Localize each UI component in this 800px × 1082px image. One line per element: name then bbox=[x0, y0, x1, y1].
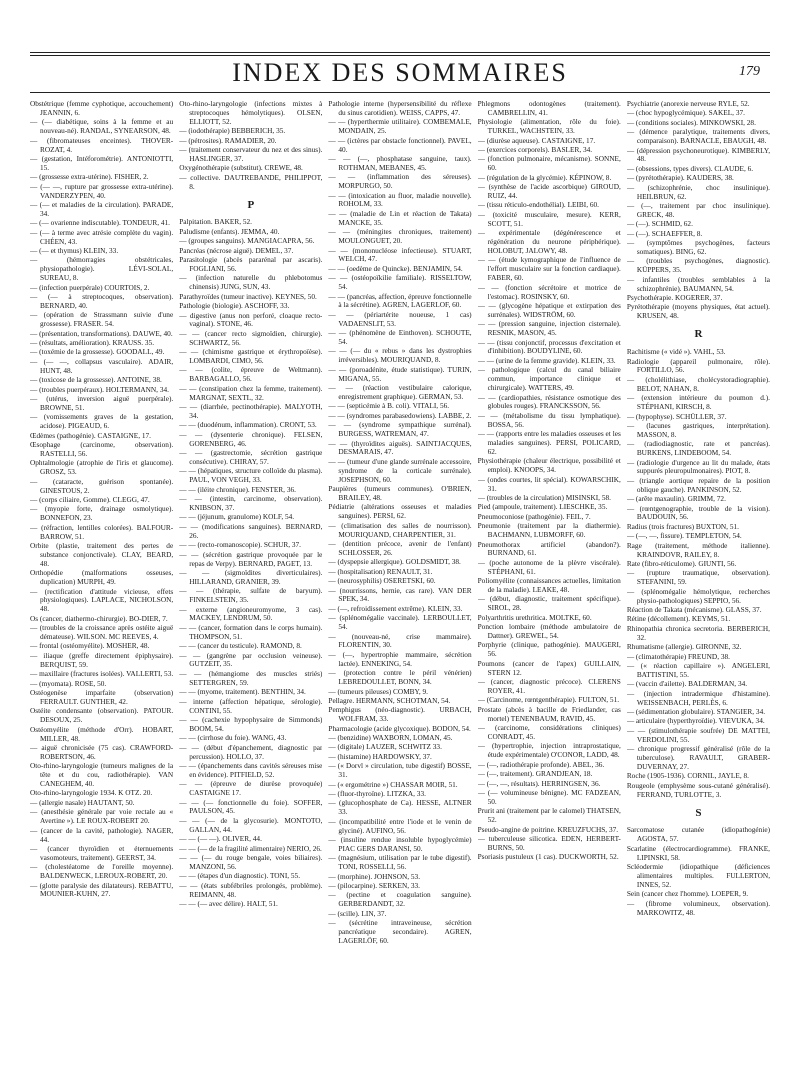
index-entry: Scarlatine (électrocardiogramme). FRANKE, LIPINSKI, 58. bbox=[626, 843, 771, 862]
index-entry: — — (cirrhose du foie). WANG, 43. bbox=[179, 733, 287, 743]
index-entry: Psoriasis pustuleux (1 cas). DUCKWORTH, 52. bbox=[477, 852, 619, 862]
index-entry: Physiologie (alimentation, rôle du foie). TURKEL, WACHSTEIN, 33. bbox=[477, 117, 621, 136]
index-entry: — (cancer de la cavité, pathologie). NAGER, 44. bbox=[30, 825, 174, 844]
index-entry: — — (intoxication au fluor, maladie nouvelle). ROHOLM, 33. bbox=[328, 190, 472, 209]
index-entry: — (incompatibilité entre l'iode et le venin de glyciné). AUFINO, 56. bbox=[328, 816, 472, 835]
index-entry: — (fibromateuses enceintes). THOVER-ROZAT, 4. bbox=[30, 135, 174, 154]
index-entry: — — (gangrène par occlusion veineuse). GUTZEIT, 35. bbox=[179, 650, 323, 669]
index-entry: — (troubles puerpéraux). HOLTERMANN, 34. bbox=[30, 384, 169, 394]
index-entry: — — (fonction sécrétoire et motrice de l'estomac). ROSINSKY, 60. bbox=[477, 282, 621, 301]
index-entry: — (rupture traumatique, observation). STEFANINI, 59. bbox=[626, 568, 771, 587]
index-entry: — — (hépatiques, structure colloïde du plasma). PAUL, VON VEGH, 33. bbox=[179, 466, 323, 485]
index-entry: — — (chimisme gastrique et érythropoïèse). LOMBARDI, CIMO, 56. bbox=[179, 347, 323, 366]
index-entry: — — (dysenterie chronique). FELSEN, GORENBERG, 46. bbox=[179, 429, 323, 448]
index-entry: — (infection puerpérale) COURTOIS, 2. bbox=[30, 282, 150, 292]
index-entry: — (glucophosphate de Ca). HESSE, ALTNER 33. bbox=[328, 798, 472, 817]
index-entry: — (infection naturelle du phlebotomus chinensis) JUNG, SUN, 43. bbox=[179, 273, 323, 292]
index-entry: — (radiodiagnostic, rate et pancréas). BURKENS, LINDEBOOM, 54. bbox=[626, 439, 771, 458]
index-entry: Pellagre. HERMANN, SCHOTMAN, 54. bbox=[328, 695, 451, 705]
index-entry: — — (pression sanguine, injection cisternale). RESNIK, MASON, 45. bbox=[477, 319, 621, 338]
index-entry: — (« ergométrine ») CHASSAR MOIR, 51. bbox=[328, 779, 458, 789]
index-entry: — — (septicémie à B. coli). VITALI, 56. bbox=[328, 401, 450, 411]
index-entry: — — (poroadénite, étude statistique). TURIN, MIGANA, 55. bbox=[328, 364, 472, 383]
index-entry: — (lacunes gastriques, interprétation). MASSON, 8. bbox=[626, 420, 771, 439]
index-entry: — (— à terme avec atrésie complète du vagin). CHÉEN, 43. bbox=[30, 227, 174, 246]
index-entry: — (—). SCHMID, 62. bbox=[626, 219, 693, 229]
index-entry: Réaction de Takata (mécanisme). GLASS, 37. bbox=[626, 605, 762, 615]
index-entry: — — (constipation chez la femme, traitement). MARGNAT, SEXTL, 32. bbox=[179, 383, 323, 402]
index-entry: Scléodermie (idiopathique (déficiences alimentaires multiples. FULLERTON, INNES, 52. bbox=[626, 862, 771, 889]
index-column-4 bbox=[478, 100, 621, 1070]
index-entry: — interne (affection hépatique, sérologie). CONTINI, 55. bbox=[179, 696, 323, 715]
index-entry: Œsophage (carcinome, observation). RASTELLI, 56. bbox=[30, 440, 174, 458]
index-entry: — (—, traitement). GRANDJEAN, 18. bbox=[477, 769, 593, 779]
index-entry: — digestive (anus non perforé, cloaque recto-vaginal). STONE, 46. bbox=[179, 310, 323, 329]
index-entry: — — (— du « rebus » dans les dystrophies irréversibles). MOURIQUAND, 8. bbox=[328, 346, 472, 365]
index-entry: — (synthèse de l'acide ascorbique) GIROUD, RUIZ, 44. bbox=[477, 182, 621, 201]
index-entry: — externe (angioneuromyome, 3 cas). MACKEY, LENDRUM, 50. bbox=[179, 604, 323, 623]
index-entry: — — (pancréas, affection, épreuve fonctionnelle à la sécrétine). AGREN, LAGERLOF, 60. bbox=[328, 291, 472, 310]
index-entry: — (dépression psychoneurotique). KIMBERLY, 48. bbox=[626, 145, 771, 164]
index-entry: — (— volumineuse bénigne). MC FADZEAN, 50. bbox=[477, 787, 621, 806]
index-entry: — (protection contre le péril vénérien) LEBREDOULLET, BONN, 34. bbox=[328, 668, 472, 687]
index-entry: Pédiatrie (altérations osseuses et maladies sanguines). PERSI, 62. bbox=[328, 502, 472, 521]
index-entry: — (— et thymus) KLEIN, 33. bbox=[30, 246, 119, 255]
index-entry: — (diurèse aqueuse). CASTAIGNE, 17. bbox=[477, 135, 596, 145]
index-entry: — (vomissements graves de la gestation, acidose). PIGEAUD, 6. bbox=[30, 412, 174, 431]
index-entry: — — (mononucléose infectieuse). STUART, WELCH, 47. bbox=[328, 245, 472, 264]
index-entry: — — (syndrome sympathique surrénal). BURGESS, WATREMAN, 47. bbox=[328, 420, 472, 439]
index-entry: — (nouveau-né, crise mammaire). FLORENTIN, 30. bbox=[328, 631, 472, 650]
index-entry: — (iodothérapie) BEBBERICH, 35. bbox=[179, 126, 286, 136]
index-entry: Ponction lombaire (méthode ambulatoire de Dattner). GREWEL, 54. bbox=[477, 622, 621, 641]
index-entry: — (hypertrophie, injection intraprostatique, étude expérimentale) O'CONOR, LADD, 48. bbox=[477, 741, 621, 760]
index-entry: Pharmacologie (acide glycoxique). BODON, 54. bbox=[328, 723, 471, 733]
index-entry: — (—, hypertrophie mammaire, sécrétion lactée). ENNEKING, 54. bbox=[328, 649, 472, 668]
index-entry: — (— ovarienne indiscutable). TONDEUR, 41. bbox=[30, 218, 170, 228]
index-entry: — (réfraction, lentilles colorées). BALFOUR-BARROW, 51. bbox=[30, 522, 174, 541]
index-entry: — (corps ciliaire, Gomme). CLEGG, 47. bbox=[30, 494, 150, 504]
index-entry: Paupières (tumeurs communes). O'BRIEN, BRAILEY, 48. bbox=[328, 484, 472, 502]
index-entry: Porphyrie (clinique, pathogénie). MAUGERI, 56. bbox=[477, 640, 621, 659]
index-entry: Rétine (décollement). KEYMS, 51. bbox=[626, 614, 731, 624]
index-entry: — frontal (ostéomyélite). MOSHER, 48. bbox=[30, 641, 150, 651]
index-entry: — (magnésium, utilisation par le tube digestif). TONI, ROSSELLI, 56. bbox=[328, 853, 472, 872]
index-entry: — (traitement conservateur du nez et des sinus). HASLINGER, 37. bbox=[179, 145, 323, 163]
index-entry: Rhumatisme (allergie). GIRONNE, 32. bbox=[626, 642, 742, 652]
index-entry: Poumons (cancer de l'apex) GUILLAIN, STERN 12. bbox=[477, 658, 621, 677]
index-entry: Ostéomyélite (méthode d'Orr). HOBART, MILLER, 48. bbox=[30, 724, 174, 743]
index-entry: Ophtalmologie (atrophie de l'iris et glaucome). GROSZ, 53. bbox=[30, 458, 174, 477]
index-entry: — — (stimulothérapie soufrée) DE MATTEI, VERDOLINI, 55. bbox=[626, 725, 771, 744]
index-entry: — (pyrétothérapie). KAUDERS, 38. bbox=[626, 173, 734, 183]
index-entry: — — (thérapie, sulfate de baryum). FINKELSTEIN, 35. bbox=[179, 586, 323, 605]
index-entry: — (grossesse extra-utérine). FISHER, 2. bbox=[30, 172, 149, 182]
index-entry: Orbite (plastie, traitement des pertes de substance conjonctivale). CLAY, BEARD, 48. bbox=[30, 541, 174, 568]
index-entry: Pancréas (nécrose aiguë). DEMEL, 37. bbox=[179, 245, 294, 255]
index-entry: Sein (cancer chez l'homme). LOEPER, 9. bbox=[626, 889, 749, 899]
index-entry: — — (réaction vestibulaire calorique, enregistrement graphique). GERMAN, 53. bbox=[328, 383, 472, 401]
index-entry: Pneumoconiose (pathogénie). FEIL, 7. bbox=[477, 511, 591, 521]
index-entry: — — (cardiopathies, résistance osmotique des globules rouges). FRANCKSSON, 56. bbox=[477, 392, 621, 411]
index-entry: — (allergie nasale) HAUTANT, 50. bbox=[30, 797, 135, 807]
index-entry: — (morphine). JOHNSON, 53. bbox=[328, 871, 421, 881]
index-entry: — chronique progressif généralisé (rôle de la tuberculose). RAVAULT, GRABER-DUVERNAY, 27. bbox=[626, 744, 771, 771]
index-entry: Pied (ampoule, traitement). LIESCHKE, 35. bbox=[477, 502, 608, 512]
index-entry: Œdèmes (pathogénie). CASTAIGNE, 17. bbox=[30, 430, 152, 440]
index-entry: — (—, radiothérapie profonde). ABEL, 36. bbox=[477, 759, 605, 769]
index-entry: Parasitologie (abcès pararénal par ascaris). FOGLIANI, 56. bbox=[179, 255, 323, 273]
index-entry: — (nourrissons, hernie, cas rare). VAN DER SPEK, 34. bbox=[328, 585, 472, 604]
index-column-2 bbox=[179, 100, 322, 1070]
index-entry: — (vaccin d'ailette). BALDERMAN, 34. bbox=[626, 679, 748, 689]
index-entry: — (pectine et coagulation sanguine). GERBERDANDT, 32. bbox=[328, 890, 472, 909]
index-entry: — (pilocarpine). SERKEN, 33. bbox=[328, 881, 421, 891]
index-entry: Radius (trois fractures) BUXTON, 51. bbox=[626, 521, 739, 531]
index-entry: Rate (fibro-réticulome). GIUNTI, 56. bbox=[626, 559, 737, 568]
index-entry: — (myopie forte, drainage osmolytique). BONNEFON, 23. bbox=[30, 504, 174, 523]
index-entry: Pyrétothérapie (moyens physiques, état actuel). KRUSEN, 48. bbox=[626, 302, 771, 321]
index-entry: Oto-rhino-laryngologie (tumeurs malignes de la tête et du cou, radiothérapie). VAN CANEGHEM, 40. bbox=[30, 761, 174, 789]
index-entry: Rage (traitement, méthode italienne). KRAINDOVR, RAILEY, 8. bbox=[626, 540, 771, 559]
index-entry: — (scille). LIN, 37. bbox=[328, 908, 387, 918]
index-entry: Oto-rhino-laryngologie 1934. K OTZ. 20. bbox=[30, 788, 153, 798]
index-entry: — (arête maxaulin). GRIMM, 72. bbox=[626, 494, 726, 504]
index-entry: Orthopédie (malformations osseuses, duplication) MURPH, 49. bbox=[30, 568, 174, 587]
index-entry: — (—, refroidissement extrême). KLEIN, 33. bbox=[328, 603, 463, 613]
index-entry: — — (jéjunum, granulome) KOLF, 54. bbox=[179, 512, 295, 522]
index-entry: Pneumonie (traitement par la diathermie). BACHMANN, LUBMORFF, 60. bbox=[477, 521, 621, 540]
index-entry: — (troubles psychogènes, diagnostic). KÜPPERS, 35. bbox=[626, 256, 771, 275]
index-entry: — — (recto-romanoscopie). SCHUR, 37. bbox=[179, 540, 301, 550]
index-entry: — (obsessions, types divers). CLAUDE, 6. bbox=[626, 163, 754, 173]
header-rule-top-double bbox=[30, 55, 770, 56]
index-entry: — — (périartérite noueuse, 1 cas) VADAENSLIT, 53. bbox=[328, 309, 472, 328]
index-entry: — (présentation, transformations). DAUWE, 40. bbox=[30, 328, 173, 338]
index-entry: — (injection intradermique d'histamine). WEISSENBACH, PERLÈS, 6. bbox=[626, 688, 771, 707]
index-entry: — (Carcinome, rœntgenthérapie). FULTON, 51. bbox=[477, 695, 620, 705]
index-entry: — — (duodénum, inflammation). CRONT, 53. bbox=[179, 420, 317, 430]
index-entry: — — (cancer du testicule). RAMOND, 8. bbox=[179, 641, 302, 651]
index-entry: — (« réaction capillaire »). ANGELERI, BATTISTINI, 55. bbox=[626, 660, 771, 679]
index-entry: — (climatisation des salles de nourrisson). MOURIQUAND, CHARPENTIER, 31. bbox=[328, 520, 472, 539]
index-entry: — — (sigmoïdites diverticulaires). HILLARAND, GRANIER, 39. bbox=[179, 567, 323, 586]
index-entry: — — (— du rouge bengale, voies biliaires). MANZONI, 56. bbox=[179, 853, 323, 871]
index-entry: Oto-rhino-laryngologie (infections mixtes à streptocoques hémolytiques). OLSEN, ELLIOTT, 52. bbox=[179, 100, 323, 126]
index-entry: — (toxicité musculaire, mesure). KERR, SCOTT, 51. bbox=[477, 209, 621, 228]
index-entry: — (troubles de la croissance après ostéite aiguë démateuse). WILSON. MC REEVES, 4. bbox=[30, 623, 174, 642]
index-entry: — (triangle aortique repaire de la position oblique gauche). PANKINSON, 52. bbox=[626, 475, 771, 494]
page-title: INDEX DES SOMMAIRES bbox=[232, 58, 568, 87]
index-entry: Pseudo-angine de poitrine. KREUZFUCHS, 37. bbox=[477, 824, 619, 834]
index-entry: — — (— avec délire). HALT, 51. bbox=[179, 899, 278, 909]
index-entry: — pathologique (calcul du canal biliaire commun, importance clinique et chirurgicale). WATTERS, 49. bbox=[477, 365, 621, 393]
index-entry: — collective. DAUTREBANDE, PHILIPPOT, 8. bbox=[179, 172, 323, 191]
section-letter: P bbox=[247, 198, 255, 211]
index-entry: — — (états subfébriles prolongés, problème). REIMANN, 48. bbox=[179, 880, 323, 899]
index-entry: — — (étude kymographique de l'influence de l'effort musculaire sur la fonction cardiaque). FABER, 60. bbox=[477, 255, 621, 283]
index-entry: — (sédimentation globulaire). STANGIER, 34. bbox=[626, 707, 766, 716]
index-entry: — (insuline rendue insoluble hypoglycémie) PIAC GERS DARANSI, 50. bbox=[328, 835, 472, 853]
index-entry: — (climatothérapie) FREUND, 38. bbox=[626, 651, 730, 661]
index-entry: — — (épanchements dans cavités séreuses mise en évidence). PITFIELD, 52. bbox=[179, 760, 323, 779]
index-entry: — (conditions sociales). MINKOWSKI, 28. bbox=[626, 117, 756, 127]
index-entry: — (histamine) HARDOWSKY, 37. bbox=[328, 751, 432, 761]
index-entry: — (splénomégalie vaccinale). LERBOULLET, 54. bbox=[328, 613, 472, 632]
index-entry: — aiguë chronicisée (75 cas). CRAWFORD-ROBERTSON, 46. bbox=[30, 742, 174, 761]
index-entry: — — (cancer recto sigmoïdien, chirurgie). SCHWARTZ, 56. bbox=[179, 328, 323, 347]
index-entry: — — (oedème de Quincke). BENJAMIN, 54. bbox=[328, 263, 463, 273]
index-entry: — (début, diagnostic, traitement spécifique). SIROL, 28. bbox=[477, 594, 621, 613]
index-entry: — (neurosyphilis) OSERETSKI, 60. bbox=[328, 576, 436, 586]
index-entry: Rhinopathia chronica secretoria. BERBERICH, 32. bbox=[626, 623, 771, 642]
index-entry: — iliaque (greffe directement épiphysaire). BERQUIST, 59. bbox=[30, 650, 174, 669]
index-entry: — articulaire (hyperthyroïdie). VIEVUKA, 34. bbox=[626, 716, 765, 726]
index-entry: — (cancer, diagnostic précoce). CLERENS ROYER, 41. bbox=[477, 677, 621, 695]
index-entry: — — (— fonctionnelle du foie). SOFFER, PAULSON, 45. bbox=[179, 797, 323, 816]
index-entry: Sarcomatose cutanée (idiopathogénie) AGOSTA, 57. bbox=[626, 825, 771, 844]
index-column-3 bbox=[328, 100, 471, 1070]
header-rule-bottom bbox=[30, 92, 770, 93]
index-entry: — (pétrosites). RAMADIER, 20. bbox=[179, 135, 277, 145]
index-entry: — (hémorragies obstétricales, physiopathologie). LÉVI-SOLAL, SUREAU, 8. bbox=[30, 255, 174, 283]
index-entry: — (sécrétine intraveineuse, sécrétion pancréatique secondaire). AGREN, LAGERLÖF, 60. bbox=[328, 918, 472, 945]
index-entry: — (résultats, amélioration). KRAUSS. 35. bbox=[30, 338, 155, 348]
index-entry: — (cholestéatome de l'oreille moyenne). BALDENWECK, LEROUX-ROBERT, 20. bbox=[30, 862, 174, 881]
index-entry: — (digitale) LAUZER, SCHWITZ 33. bbox=[328, 742, 442, 752]
index-entry: Roche (1905-1936). CORNIL, JAYLE, 8. bbox=[626, 771, 749, 781]
index-entry: — (hospitalisation) RENAULT, 31. bbox=[328, 566, 433, 576]
index-entry: — (gestation, Intéforométrie). ANTONIOTTI, 15. bbox=[30, 153, 174, 172]
index-entry: Os (cancer, diathermo-chirurgie). BO-DIER, 7. bbox=[30, 613, 168, 623]
index-entry: — (« Dorvl » circulation, tube digestif) BOSSE, 31. bbox=[328, 761, 472, 780]
index-entry: Paludisme (enfants). JEMMA, 40. bbox=[179, 226, 280, 236]
index-entry: — — (phénomène de Einthoven). SCHOUTE, 54. bbox=[328, 328, 472, 347]
index-entry: Phlegmons odontogènes (traitement). CAMBRELLIN, 41. bbox=[477, 100, 621, 117]
index-entry: Physiothérapie (chaleur électrique, possibilité et emploi). KNOOPS, 34. bbox=[477, 456, 621, 475]
index-entry: Ostéogenèse imparfaite (observation) FERRAULT. GUNTHER, 42. bbox=[30, 688, 174, 706]
index-entry: — — (rapports entre les maladies osseuses et les maladies sanguines). PERSI, POLICARD, 62. bbox=[477, 429, 621, 456]
index-entry: Psychothérapie. KOGERER, 37. bbox=[626, 293, 723, 303]
index-entry: — — (sécrétion gastrique provoquée par le repas de Verpy). BERNARD, PAGET, 13. bbox=[179, 549, 323, 568]
index-entry: — — (iléite chronique). FENSTER, 36. bbox=[179, 484, 296, 494]
index-entry: — (utérus, inversion aiguë puerpérale). BROWNE, 51. bbox=[30, 394, 174, 412]
header-rule-top bbox=[30, 52, 770, 53]
index-entry: — maxillaire (fractures isolées). VALLERTI, 53. bbox=[30, 669, 174, 679]
page-number: 179 bbox=[739, 64, 760, 79]
index-entry: — — (tissu conjonctif, processus d'excitation et d'inhibition). BOUDYLINE, 60. bbox=[477, 337, 621, 356]
index-entry: Rougeole (emphysème sous-cutané généralisé). FERRAND, TURLOTTE, 3. bbox=[626, 780, 771, 799]
index-entry: — (poche autonome de la plèvre viscérale). STÉPHANI, 61. bbox=[477, 557, 621, 576]
index-entry: — (opération de Strassmann suivie d'une grossesse). FRASER. 54. bbox=[30, 310, 174, 329]
index-column-1 bbox=[30, 100, 173, 1070]
index-entry: — (benzidine) WAXBORN, LOMAN, 45. bbox=[328, 733, 453, 743]
index-entry: — — (tumeur d'une glande surrénale accessoire, syndrome de la corticale surrénale). JOSEPHSON, 60. bbox=[328, 456, 472, 484]
index-entry: — (— et maladies de la circulation). PARADE, 34. bbox=[30, 199, 174, 218]
index-entry: — — (— de la fragilité alimentaire) NERIO, 26. bbox=[179, 843, 322, 853]
index-entry: — (fonction pulmonaire, mécanisme). SONNE, 60. bbox=[477, 154, 621, 173]
index-entry: Ostéite condensante (observation). PATOUR. DESOUX, 25. bbox=[30, 706, 174, 725]
index-entry: — — (ostéopoïkilie familiale). RISSELTOW, 54. bbox=[328, 273, 472, 292]
index-entry: — — (myome, traitement). BENTHIN, 34. bbox=[179, 687, 306, 697]
index-entry: — — (gastrectomie, sécrétion gastrique consécutive). CHIRAY, 57. bbox=[179, 448, 323, 467]
index-entry: — (anesthésie générale par voie rectale au « Avertine »). LE ROUX-ROBERT 20. bbox=[30, 807, 174, 826]
index-entry: — (ondes courtes, lit spécial). KOWARSCHIK, 31. bbox=[477, 474, 621, 493]
index-entry: — (cholélithiase, cholécystoradiographie). BELOT, NAHAN, 8. bbox=[626, 374, 771, 393]
index-entry: — (tissu réticulo-endothélial). LEIBI, 60. bbox=[477, 200, 599, 210]
index-entry: — (dentition précoce, avenir de l'enfant) SCHLOSSER, 26. bbox=[328, 539, 472, 557]
index-entry: — (toxémie de la grossesse). GOODALL, 49. bbox=[30, 347, 165, 357]
index-entry: — (—, —, résultats). HERRINGSEN, 36. bbox=[477, 778, 601, 788]
index-entry: — (rœntgenographie, trouble de la vision). BAUDOUIN, 56. bbox=[626, 503, 771, 522]
index-entry: Pneumothorax artificiel (abandon?). BURNAND, 61. bbox=[477, 539, 621, 558]
index-entry: — tuberculeuse silicotica. EDEN, HERBERT-BURNS, 50. bbox=[477, 834, 621, 852]
index-entry: — — (— —). OLIVER, 44. bbox=[179, 834, 262, 844]
index-entry: Prurit ani (traitement par le calomel) THATSEN, 52. bbox=[477, 806, 621, 825]
index-entry: — (schizophrénie, choc insulinique). HEILBRUN, 62. bbox=[626, 182, 771, 201]
index-entry: — (dyspepsie allergique). GOLDSMIDT, 38. bbox=[328, 557, 461, 567]
index-entry: — (splénomégalie hémolytique, recherches physio-pathologiques) SEPPIO, 56. bbox=[626, 586, 771, 605]
index-entry: — — (hémangiome des muscles striés) SETTERGREN, 59. bbox=[179, 668, 323, 687]
index-entry: — (régulation de la glycémie). KÉPINOW, 8. bbox=[477, 172, 612, 182]
index-entry: — — (cachexie hypophysaire de Simmonds) BOOM, 54. bbox=[179, 714, 323, 733]
index-entry: — (— —, rupture par grossesse extra-utérine). VANDERZYPEN, 40. bbox=[30, 181, 174, 200]
index-entry: — — (étapes d'un diagnostic). TONI, 55. bbox=[179, 871, 301, 881]
index-entry: — — (syndromes parabasedowiens). LABBE, 2. bbox=[328, 410, 472, 420]
index-entry: — (cataracte, guérison spontanée). GINESTOUS, 2. bbox=[30, 476, 174, 495]
index-entry: Poliomyélite (connaissances actuelles, limitation de la maladie). LEAKE, 48. bbox=[477, 576, 621, 595]
index-columns bbox=[30, 100, 770, 1070]
index-entry: — — (métabolisme du tissu lymphatique). BOSSA, 56. bbox=[477, 410, 621, 429]
index-entry: — (cancer thyroïdien et éternuements vasomoteurs, traitement). GEERST, 34. bbox=[30, 843, 174, 862]
index-entry: — — (urine de la femme gravide). KLEIN, 33. bbox=[477, 355, 616, 365]
index-entry: Psychiatrie (anorexie nerveuse RYLE, 52. bbox=[626, 100, 750, 108]
index-entry: — (fibrome volumineux, observation). MARKOWITZ, 48. bbox=[626, 898, 771, 917]
index-entry: Prostate (abcès à bacille de Friedlander, cas mortel) TENENBAUM, RAVID, 45. bbox=[477, 704, 621, 723]
index-entry: — — (—, phosphatase sanguine, taux). ROTHMAN, MEBANES, 45. bbox=[328, 153, 472, 172]
index-entry: — (toxicose de la grossesse). ANTOINE, 38. bbox=[30, 375, 162, 385]
index-entry: — (— à streptocoques, observation). BERNARD, 40. bbox=[30, 292, 174, 310]
index-entry: Palpitation. BAKER, 52. bbox=[179, 217, 252, 227]
index-entry: — (exercices corporels). BASLER, 34. bbox=[477, 145, 593, 155]
index-entry: — (glotte paralysie des dilatateurs). REBATTU, MOUNIER-KUHN, 27. bbox=[30, 880, 174, 899]
index-entry: — (troubles de la circulation) MISINSKI, 58. bbox=[477, 492, 611, 502]
index-entry: — — (maladie de Lin et réaction de Takata) MANCKE, 35. bbox=[328, 208, 472, 227]
index-entry: — — (glycogène hépatique et extirpation des surrénales). WIDSTRÖM, 60. bbox=[477, 300, 621, 319]
index-entry: — — (hyperthermie utilitaire). COMBEMALE, MONDAIN, 25. bbox=[328, 117, 472, 136]
index-entry: Parathyroïdes (tumeur inactive). KEYNES, 50. bbox=[179, 291, 317, 301]
index-entry: — (rectification d'attitude vicieuse, effets physiologiques). LAPLACE, NICHOLSON, 48. bbox=[30, 586, 174, 614]
index-entry: — — (modifications sanguines). BERNARD, 26. bbox=[179, 521, 323, 540]
index-entry: — (—, traitement par choc insulinique). GRECK, 48. bbox=[626, 200, 771, 219]
index-entry: Polyarthritis urethritica. MOLTKE, 60. bbox=[477, 612, 592, 622]
index-entry: Pathologie interne (hypersensibilité du réflexe du sinus carotidien). WEISS, CAPPS, 47. bbox=[328, 100, 472, 117]
index-entry: — (— diabétique, soins à la femme et au nouveau-né). RANDAL, SYNEARSON, 48. bbox=[30, 117, 174, 136]
index-entry: — (groupes sanguins). MANGIACAPRA, 56. bbox=[179, 236, 315, 246]
index-entry: — — (épreuve de diurèse provoquée) CASTAIGNE 17. bbox=[179, 779, 323, 798]
index-entry: Pemphigus (néo-diagnostic). URBACH, WOLFRAM, 33. bbox=[328, 705, 472, 724]
index-entry: — (—). SCHAEFFER, 8. bbox=[626, 228, 703, 238]
index-entry: — expérimentale (dégénérescence et régénération du neurone périphérique). HOLOBUT, JALOWY, 48. bbox=[477, 228, 621, 255]
index-entry: — — (diarrhée, pectinothérapie). MALYOTH, 34. bbox=[179, 402, 323, 420]
index-entry: — — (— de la glycosurie). MONTOTO, GALLAN, 44. bbox=[179, 815, 323, 834]
index-entry: — (hypophyse). SCHÜLLER, 37. bbox=[626, 411, 727, 421]
index-entry: — (fluor-thyroïne). LITZKA, 33. bbox=[328, 788, 426, 798]
index-entry: — — (méningites chroniques, traitement) MOULONGUET, 20. bbox=[328, 227, 472, 246]
index-entry: — (radiologie d'urgence au lit du malade, états suppurés pleuropulmonaires). PIOT, 8. bbox=[626, 457, 771, 476]
index-column-5 bbox=[627, 100, 770, 1070]
index-entry: — (démence paralytique, traitements divers, comparaison). BARNACLE, EBAUGH, 48. bbox=[626, 127, 771, 146]
index-entry: — — (cancer, formation dans le corps humain). THOMPSON, 51. bbox=[179, 622, 323, 641]
index-entry: — (myomata). ROSE, 50. bbox=[30, 678, 107, 688]
index-entry: Radiologie (appareil pulmonaire, rôle). FORTILLO, 56. bbox=[626, 356, 771, 375]
index-entry: Rachitisme (« vidé »). VAHL, 53. bbox=[626, 347, 726, 357]
index-entry: — (extension intérieure du poumon d.). STÉPHANI, KIRSCH, 8. bbox=[626, 393, 771, 412]
index-entry: — (—, —, fissure). TEMPLETON, 54. bbox=[626, 531, 742, 541]
index-entry: Obstétrique (femme cyphotique, accouchement) JEANNIN, 6. bbox=[30, 100, 174, 117]
index-entry: — — (début d'épanchement, diagnostic par percussion). HOLLO, 37. bbox=[179, 742, 323, 761]
index-entry: — (symptômes psychogènes, facteurs somatiques). BING, 62. bbox=[626, 238, 771, 256]
index-entry: — (tumeurs pileuses) COMBY, 9. bbox=[328, 686, 428, 696]
index-entry: — — (colite, épreuve de Weltmann). BARBAGALLO, 56. bbox=[179, 365, 323, 384]
index-entry: — — (intestin, carcinome, observation). KNIBSON, 37. bbox=[179, 494, 323, 513]
section-letter: S bbox=[695, 806, 702, 819]
index-entry: Oxygénothérapie (substitut). CREWE, 48. bbox=[179, 163, 303, 173]
index-entry: Pathologie (biologie). ASCHOFF, 33. bbox=[179, 301, 290, 311]
index-entry: — — (thyroïdites aiguës). SAINTJACQUES, DESMARAIS, 47. bbox=[328, 438, 472, 457]
index-entry: — (choc hypoglycémique). SAKEL, 37. bbox=[626, 108, 745, 118]
index-entry: — — (inflammation des séreuses). MORPURGO, 50. bbox=[328, 172, 472, 191]
index-entry: — (— —, collapsus vasculaire). ADAIR, HUNT, 48. bbox=[30, 356, 174, 375]
index-entry: — — (ictères par obstacle fonctionnel). PAVEL, 40. bbox=[328, 135, 472, 154]
index-entry: — (carcinome, considérations cliniques) CONRADT, 45. bbox=[477, 723, 621, 742]
index-entry: — infantiles (troubles semblables à la schizophrénie). BAUMANN, 54. bbox=[626, 274, 771, 293]
section-letter: R bbox=[694, 328, 703, 341]
